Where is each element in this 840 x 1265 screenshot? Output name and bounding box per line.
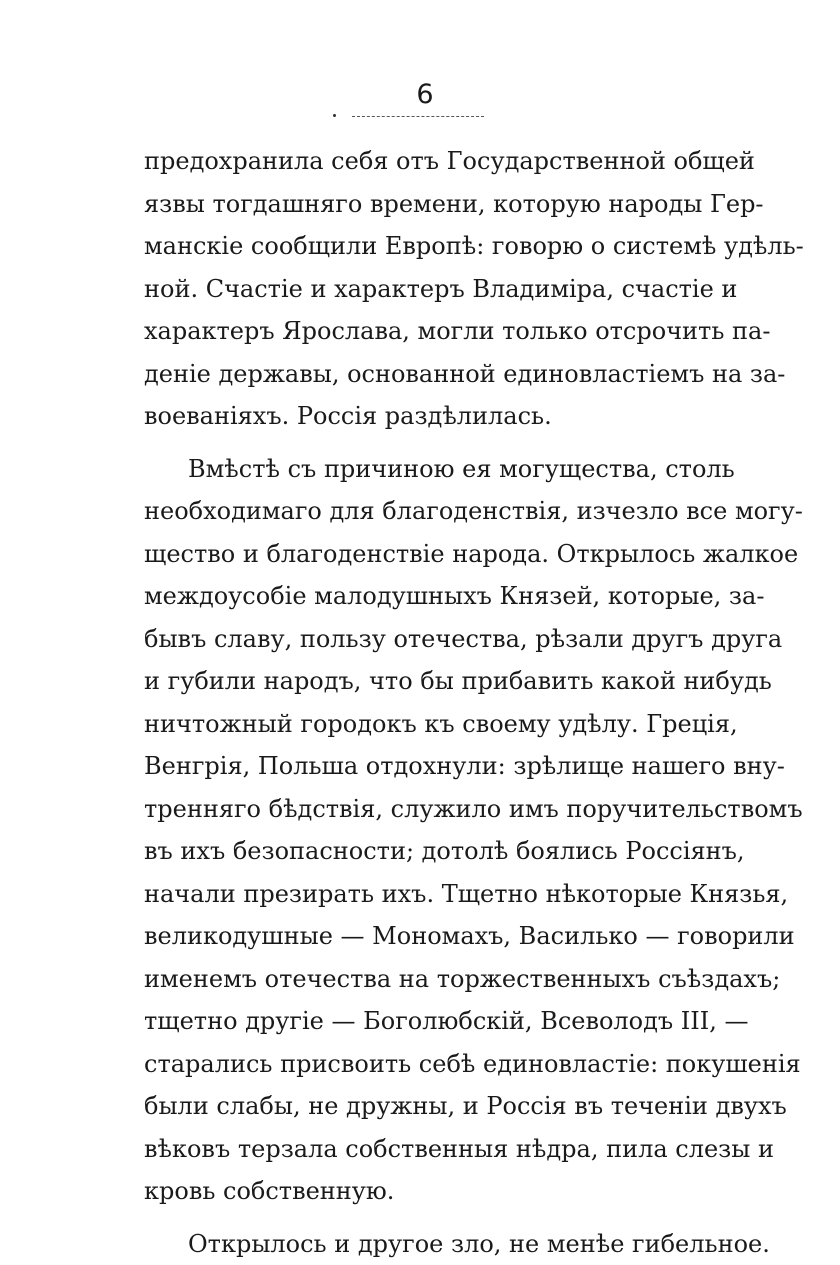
text-line: старались присвоить себѣ единовластіе: покушенія: [144, 1043, 702, 1086]
text-line: начали презирать ихъ. Тщетно нѣкоторые Князья,: [144, 873, 702, 916]
text-line: тренняго бѣдствія, служило имъ поручительствомъ: [144, 788, 702, 831]
text-line: бывъ славу, пользу отечества, рѣзали другъ друга: [144, 618, 702, 661]
text-line: ной. Счастіе и характеръ Владиміра, счастіе и: [144, 268, 702, 311]
text-line: въ ихъ безопасности; дотолѣ боялись Россіянъ,: [144, 830, 702, 873]
text-line: манскіе сообщили Европѣ: говорю о системѣ удѣль-: [144, 225, 702, 268]
paragraph: [144, 1223, 702, 1265]
text-line: Открылось и другое зло, не менѣе гибельное.: [144, 1223, 702, 1265]
paragraph-gap: [144, 438, 702, 448]
text-line: Венгрія, Польша отдохнули: зрѣлище нашего вну-: [144, 745, 702, 788]
text-line: Вмѣстѣ съ причиною ея могущества, столь: [144, 448, 702, 491]
text-body: [144, 140, 702, 1265]
text-line: междоусобіе малодушныхъ Князей, которые, за-: [144, 575, 702, 618]
text-line: тщетно другіе — Боголюбскій, Всеволодъ III, —: [144, 1000, 702, 1043]
text-line: характеръ Ярослава, могли только отсрочить па-: [144, 310, 702, 353]
text-line: великодушные — Мономахъ, Василько — говорили: [144, 915, 702, 958]
text-line: предохранила себя отъ Государственной общей: [144, 140, 702, 183]
header-dot: [333, 114, 336, 117]
paragraph-gap: [144, 1213, 702, 1223]
header-rule: [352, 116, 484, 117]
text-line: щество и благоденствіе народа. Открылось жалкое: [144, 533, 702, 576]
text-line: ничтожный городокъ къ своему удѣлу. Греція,: [144, 703, 702, 746]
paragraph: [144, 140, 702, 438]
text-line: деніе державы, основанной единовластіемъ на за-: [144, 353, 702, 396]
text-line: именемъ отечества на торжественныхъ съѣздахъ;: [144, 958, 702, 1001]
text-line: и губили народъ, что бы прибавить какой нибудь: [144, 660, 702, 703]
page-number: 6: [405, 80, 445, 110]
page-header: [0, 78, 840, 124]
text-line: были слабы, не дружны, и Россія въ теченіи двухъ: [144, 1085, 702, 1128]
text-line: язвы тогдашняго времени, которую народы Гер-: [144, 183, 702, 226]
text-line: воеваніяхъ. Россія раздѣлилась.: [144, 395, 702, 438]
text-line: вѣковъ терзала собственныя нѣдра, пила слезы и: [144, 1128, 702, 1171]
text-line: необходимаго для благоденствія, изчезло все могу-: [144, 490, 702, 533]
text-line: кровь собственную.: [144, 1170, 702, 1213]
paragraph: [144, 448, 702, 1213]
